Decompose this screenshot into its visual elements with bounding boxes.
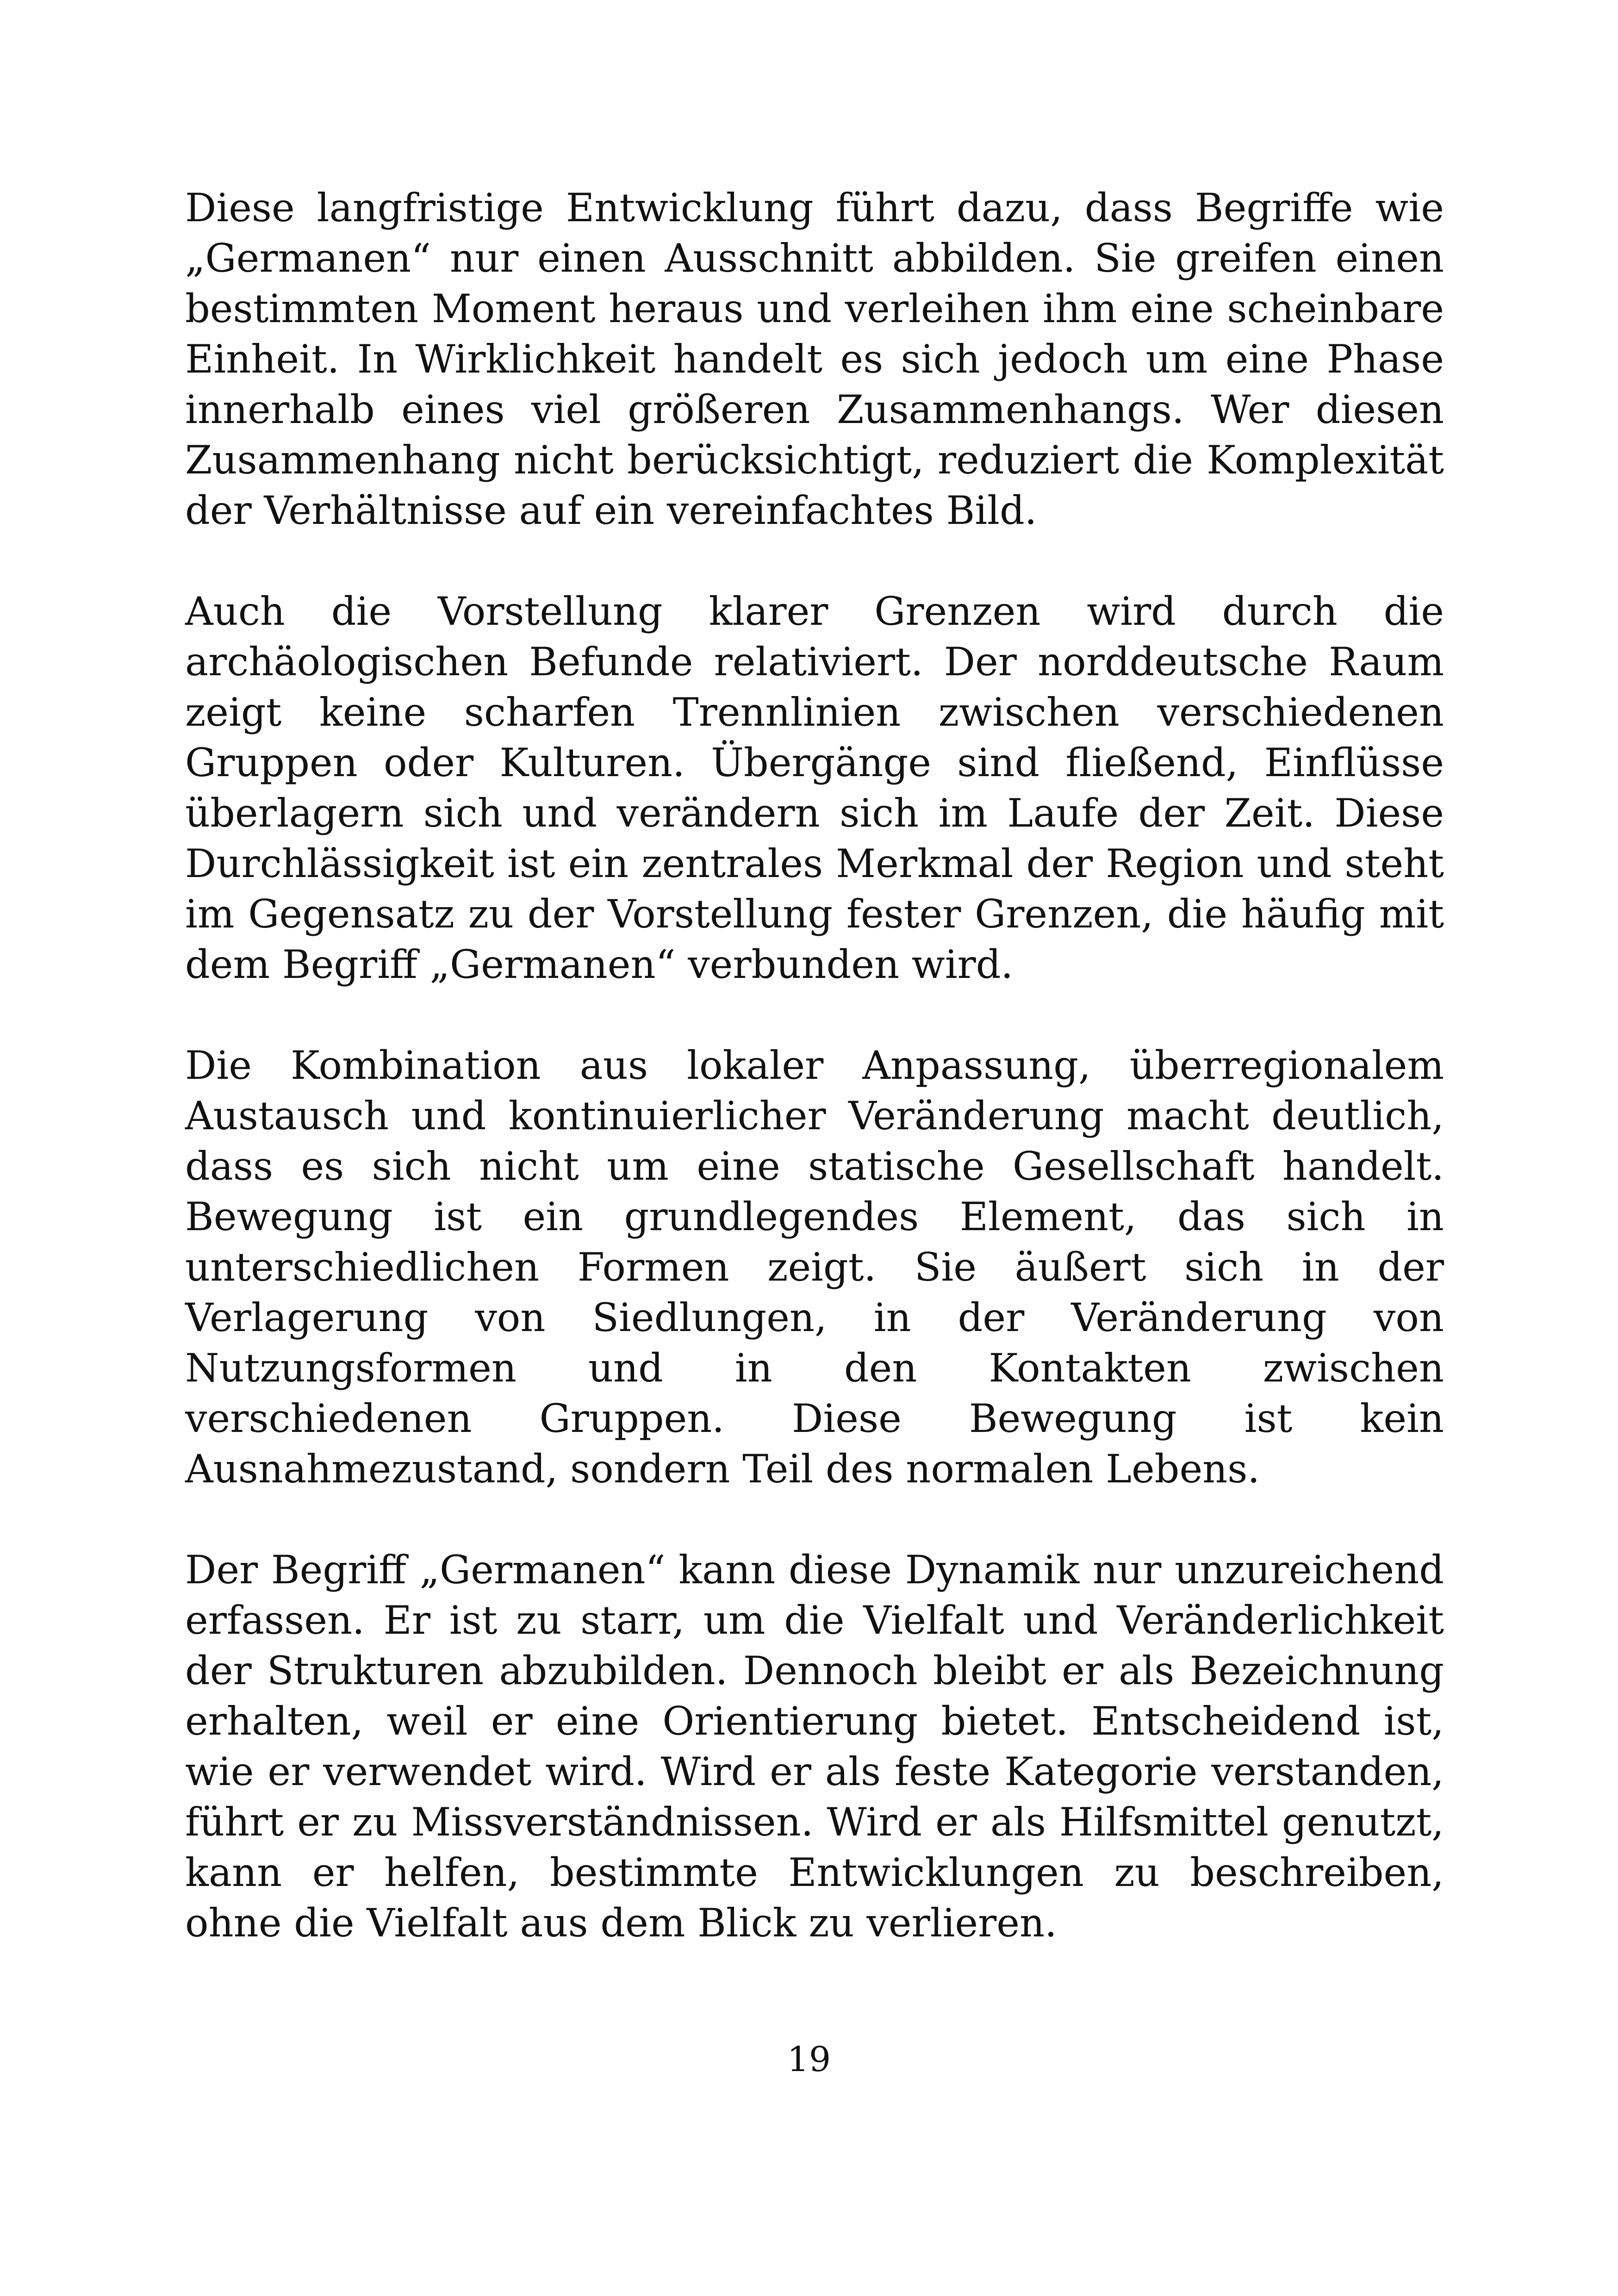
paragraph-1: Diese langfristige Entwicklung führt dazu, dass Begriffe wie „Germanen“ nur einen Ausschnitt abbilden. Sie greifen einen bestimmten Moment heraus und verleihen ihm eine scheinbare Einheit. In Wirklichkeit handelt es sich jedoch um eine Phase innerhalb eines viel größeren Zusammenhangs. Wer diesen Zusammenhang nicht berücksichtigt, reduziert die Komplexität der Verhältnisse auf ein vereinfachtes Bild.	[185, 185, 1444, 533]
body-text	[185, 183, 1444, 1999]
paragraph-2: Auch die Vorstellung klarer Grenzen wird durch die archäologischen Befunde relativiert. Der norddeutsche Raum zeigt keine scharfen Trennlinien zwischen verschiedenen Gruppen oder Kulturen. Übergänge sind fließend, Einflüsse überlagern sich und verändern sich im Laufe der Zeit. Diese Durchlässigkeit ist ein zentrales Merkmal der Region und steht im Gegensatz zu der Vorstellung fester Grenzen, die häufig mit dem Begriff „Germanen“ verbunden wird.	[185, 589, 1444, 987]
paragraph-3: Die Kombination aus lokaler Anpassung, überregionalem Austausch und kontinuierlicher Veränderung macht deutlich, dass es sich nicht um eine statische Gesellschaft handelt. Bewegung ist ein grundlegendes Element, das sich in unterschiedlichen Formen zeigt. Sie äußert sich in der Verlagerung von Siedlungen, in der Veränderung von Nutzungsformen und in den Kontakten zwischen verschiedenen Gruppen. Diese Bewegung ist kein Ausnahmezustand, sondern Teil des normalen Lebens.	[185, 1043, 1444, 1492]
paragraph-4: Der Begriff „Germanen“ kann diese Dynamik nur unzureichend erfassen. Er ist zu starr, um die Vielfalt und Veränderlichkeit der Strukturen abzubilden. Dennoch bleibt er als Bezeichnung erhalten, weil er eine Orientierung bietet. Entscheidend ist, wie er verwendet wird. Wird er als feste Kategorie verstanden, führt er zu Missverständnissen. Wird er als Hilfsmittel genutzt, kann er helfen, bestimmte Entwicklungen zu beschreiben, ohne die Vielfalt aus dem Blick zu verlieren.	[185, 1547, 1444, 1946]
page-number: 19	[787, 2040, 831, 2079]
